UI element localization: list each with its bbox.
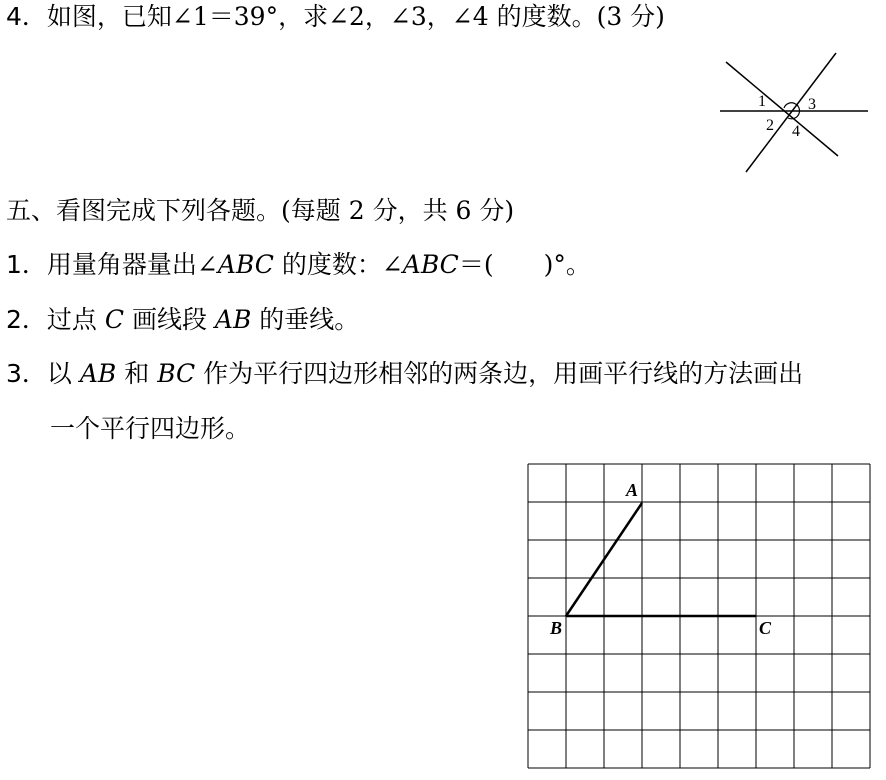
item-text: 作为平行四边形相邻的两条边，用画平行线的方法画出	[195, 359, 804, 388]
point-name: C	[104, 305, 124, 334]
segment-name: AB	[79, 359, 117, 388]
item-2	[6, 305, 359, 335]
item-3	[6, 359, 803, 389]
oblique-line	[726, 62, 838, 156]
item-text: 的度数：∠	[273, 250, 403, 279]
angle-name: ABC	[402, 250, 459, 279]
segment-name: AB	[214, 305, 252, 334]
item-text: 画线段	[124, 305, 215, 334]
angle-label-1: 1	[758, 93, 766, 110]
grid-figure	[520, 456, 882, 776]
angle-name: ABC	[217, 250, 274, 279]
item-number: 1．	[6, 250, 47, 279]
item-text: 过点	[46, 305, 105, 334]
item-text: )°。	[543, 250, 591, 279]
point-c-label: C	[759, 618, 772, 638]
item-1	[6, 250, 591, 280]
item-3-continuation: 一个平行四边形。	[50, 414, 251, 443]
point-b-label: B	[550, 618, 563, 638]
question-number: 4．	[6, 2, 47, 31]
point-a-label: A	[626, 480, 639, 500]
angle-label-4: 4	[792, 123, 800, 140]
section-title: 五、看图完成下列各题。	[6, 196, 282, 225]
steep-line	[746, 53, 836, 172]
item-number: 3．	[6, 359, 47, 388]
item-text: 的垂线。	[251, 305, 360, 334]
item-text: 用量角器量出∠	[46, 250, 218, 279]
angle-label-3: 3	[808, 96, 816, 113]
item-text: 以	[46, 359, 80, 388]
item-text: ＝(	[458, 250, 494, 279]
question-4	[6, 2, 665, 32]
question-text: 如图，已知∠1＝39°，求∠2，∠3，∠4 的度数。	[46, 2, 597, 31]
section-score: (每题 2 分，共 6 分)	[281, 196, 515, 225]
answer-blank[interactable]	[494, 250, 544, 279]
item-number: 2．	[6, 305, 47, 334]
question-score: (3 分)	[596, 2, 665, 31]
angle-label-2: 2	[766, 117, 774, 134]
item-text: 和	[116, 359, 158, 388]
segment-name: BC	[157, 359, 196, 388]
intersecting-lines-figure	[716, 48, 872, 176]
section-5-heading	[6, 196, 514, 226]
